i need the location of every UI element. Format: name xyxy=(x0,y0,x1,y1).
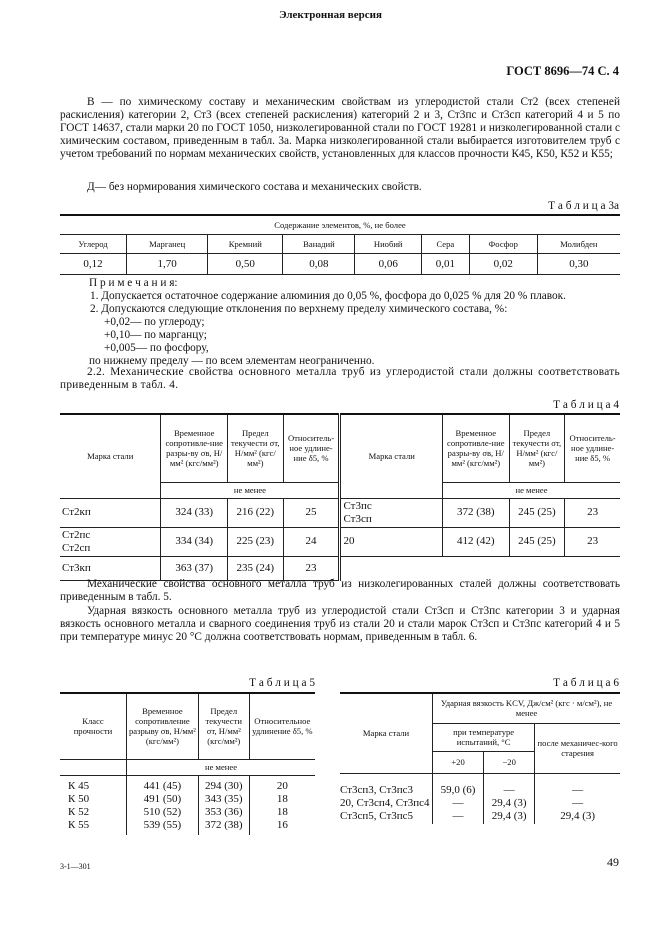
paragraph-b: В — по химическому составу и механическим свойствам из углеродистой стали Ст2 (всех степеней раскисления) категории 2, Ст3 (всех степеней раскисления) категорий 2 и 3, Ст3пс и Ст3сп категорий 4 и 5 по ГОСТ 14637, стали марки 20 по ГОСТ 1050, низколегированной стали по ГОСТ 19281 и низколегированной стали с химическим составом, приведенным в табл. 3а. Марка низколегированной стали выбирается изготовителем труб с учетом требований по нормам механических свойств, установленных для классов прочности К45, К50, К52 и К55; xyxy=(60,96,620,160)
t5-tensile: 441 (45) 491 (50) 510 (52) 539 (55) xyxy=(127,775,199,835)
table6-title: Т а б л и ц а 6 xyxy=(553,677,619,689)
t3a-value: 0,12 xyxy=(60,254,127,275)
t5-h-min: не менее xyxy=(127,759,316,775)
deviation-phosphorus: +0,005— по фосфору, xyxy=(104,342,209,354)
table4-title: Т а б л и ц а 4 xyxy=(553,399,619,411)
print-code: 3-1—301 xyxy=(60,862,91,871)
t3a-value: 0,01 xyxy=(421,254,469,275)
notes-title: П р и м е ч а н и я: xyxy=(89,277,178,289)
paragraph-d: Д— без нормирования химического состава и механических свойств. xyxy=(87,181,422,193)
t3a-value: 0,02 xyxy=(469,254,537,275)
t6-h-m20: −20 xyxy=(484,751,535,773)
t4-cell: Ст2пс Ст2сп xyxy=(60,527,161,556)
t4-h-min: не менее xyxy=(161,482,340,498)
t3a-value: 0,30 xyxy=(537,254,620,275)
notes xyxy=(90,277,620,368)
deviation-manganese: +0,10— по марганцу; xyxy=(104,329,207,341)
t4-h-grade: Марка стали xyxy=(340,414,443,498)
table3a-title: Т а б л и ц а 3а xyxy=(548,200,619,212)
t3a-value: 0,08 xyxy=(283,254,355,275)
t5-h-yield: Предел текучести σт, Н/мм² (кгс/мм²) xyxy=(198,693,249,759)
t3a-value: 0,06 xyxy=(355,254,421,275)
t4-cell: 216 (22) xyxy=(227,498,283,527)
t4-h-yield: Предел текучести σт, Н/мм² (кгс/мм²) xyxy=(509,414,565,482)
t4-h-tensile: Временное сопротивле-ние разры-ву σв, Н/мм² (кгс/мм²) xyxy=(161,414,228,482)
t3a-header: Молибден xyxy=(537,235,620,254)
lower-limit-note: по нижнему пределу — по всем элементам неограниченно. xyxy=(89,355,375,367)
table-5 xyxy=(60,692,315,835)
t4-cell: 235 (24) xyxy=(227,556,283,580)
t6-aging: — — 29,4 (3) xyxy=(535,773,620,824)
t4-cell: 363 (37) xyxy=(161,556,228,580)
standard-number: ГОСТ 8696—74 С. 4 xyxy=(506,64,619,78)
paragraph-2-2: 2.2. Механические свойства основного металла труб из углеродистой стали должны соответствовать приведенным в табл. 4. xyxy=(60,366,620,391)
table5-title: Т а б л и ц а 5 xyxy=(249,677,315,689)
t6-h-grade: Марка стали xyxy=(340,693,433,773)
t4-cell: 334 (34) xyxy=(161,527,228,556)
t3a-header: Фосфор xyxy=(469,235,537,254)
t3a-header: Сера xyxy=(421,235,469,254)
t4-cell: 23 xyxy=(565,498,620,527)
t4-cell: Ст3кп xyxy=(60,556,161,580)
t4-cell: 23 xyxy=(565,527,620,556)
t3a-header: Марганец xyxy=(127,235,208,254)
t6-m20: — 29,4 (3) 29,4 (3) xyxy=(484,773,535,824)
table-6 xyxy=(340,692,620,824)
note-1: 1. Допускается остаточное содержание алюминия до 0,05 %, фосфора до 0,025 % для 20 % плавок. xyxy=(90,290,566,302)
t5-yield: 294 (30) 343 (35) 353 (36) 372 (38) xyxy=(198,775,249,835)
t6-h-aging: после механичес-кого старения xyxy=(535,723,620,773)
t3a-header: Ванадий xyxy=(283,235,355,254)
t4-cell: 412 (42) xyxy=(443,527,510,556)
t4-cell: 245 (25) xyxy=(509,498,565,527)
t4-h-elong: Относитель-ное удлине-ние δ5, % xyxy=(565,414,620,482)
t4-cell: 324 (33) xyxy=(161,498,228,527)
t5-h-tensile: Временное сопротивление разрыву σв, Н/мм² (кгс/мм²) xyxy=(127,693,199,759)
t4-cell: 20 xyxy=(340,527,443,556)
paragraph-impact: Ударная вязкость основного металла труб из углеродистой стали Ст3сп и Ст3пс категории 3 и ударная вязкость основного металла и сварного соединения труб из стали 20 и стали марок Ст3сп и Ст3пс категорий 4 и 5 при температуре минус 20 °С должна соответствовать нормам, приведенным в табл. 6. xyxy=(60,605,620,643)
t6-grades: Ст3сп3, Ст3пс3 20, Ст3сп4, Ст3пс4 Ст3сп5, Ст3пс5 xyxy=(340,773,433,824)
table-3a xyxy=(60,214,620,275)
deviation-carbon: +0,02— по углероду; xyxy=(104,316,205,328)
t4-h-elong: Относитель-ное удлине-ние δ5, % xyxy=(283,414,340,482)
t5-classes: К 45 К 50 К 52 К 55 xyxy=(60,775,127,835)
edition-label: Электронная версия xyxy=(279,9,382,21)
t4-cell: 225 (23) xyxy=(227,527,283,556)
t4-h-tensile: Временное сопротивле-ние разры-ву σв, Н/мм² (кгс/мм²) xyxy=(443,414,510,482)
t5-h-class: Класс прочности xyxy=(60,693,127,759)
paragraph-mech: Механические свойства основного металла труб из низколегированных сталей должны соответствовать приведенным в табл. 5. xyxy=(60,578,620,603)
t4-h-yield: Предел текучести σт, Н/мм² (кгс/мм²) xyxy=(227,414,283,482)
t4-cell: 24 xyxy=(283,527,340,556)
t3a-header: Кремний xyxy=(208,235,283,254)
t4-h-min: не менее xyxy=(443,482,620,498)
t4-h-grade: Марка стали xyxy=(60,414,161,498)
t4-empty xyxy=(340,556,620,580)
t6-h-temp: при температуре испытаний, °С xyxy=(433,723,535,751)
t3a-header: Ниобий xyxy=(355,235,421,254)
t4-cell: Ст3пс Ст3сп xyxy=(340,498,443,527)
table-4 xyxy=(60,413,620,581)
t5-elong: 20 18 18 16 xyxy=(249,775,315,835)
t6-h-p20: +20 xyxy=(433,751,484,773)
t5-h-elong: Относительное удлинение δ5, % xyxy=(249,693,315,759)
t4-cell: 25 xyxy=(283,498,340,527)
t3a-value: 0,50 xyxy=(208,254,283,275)
t6-h-kcv: Ударная вязкость KCV, Дж/см² (кгс · м/см²), не менее xyxy=(433,693,621,723)
page-number: 49 xyxy=(607,855,619,869)
t4-cell: Ст2кп xyxy=(60,498,161,527)
t4-cell: 23 xyxy=(283,556,340,580)
t4-cell: 245 (25) xyxy=(509,527,565,556)
table3a-caption: Содержание элементов, %, не более xyxy=(60,215,620,235)
note-2: 2. Допускаются следующие отклонения по верхнему пределу химического состава, %: xyxy=(90,303,508,315)
t6-p20: 59,0 (6) — — xyxy=(433,773,484,824)
t3a-header: Углерод xyxy=(60,235,127,254)
t3a-value: 1,70 xyxy=(127,254,208,275)
t4-cell: 372 (38) xyxy=(443,498,510,527)
